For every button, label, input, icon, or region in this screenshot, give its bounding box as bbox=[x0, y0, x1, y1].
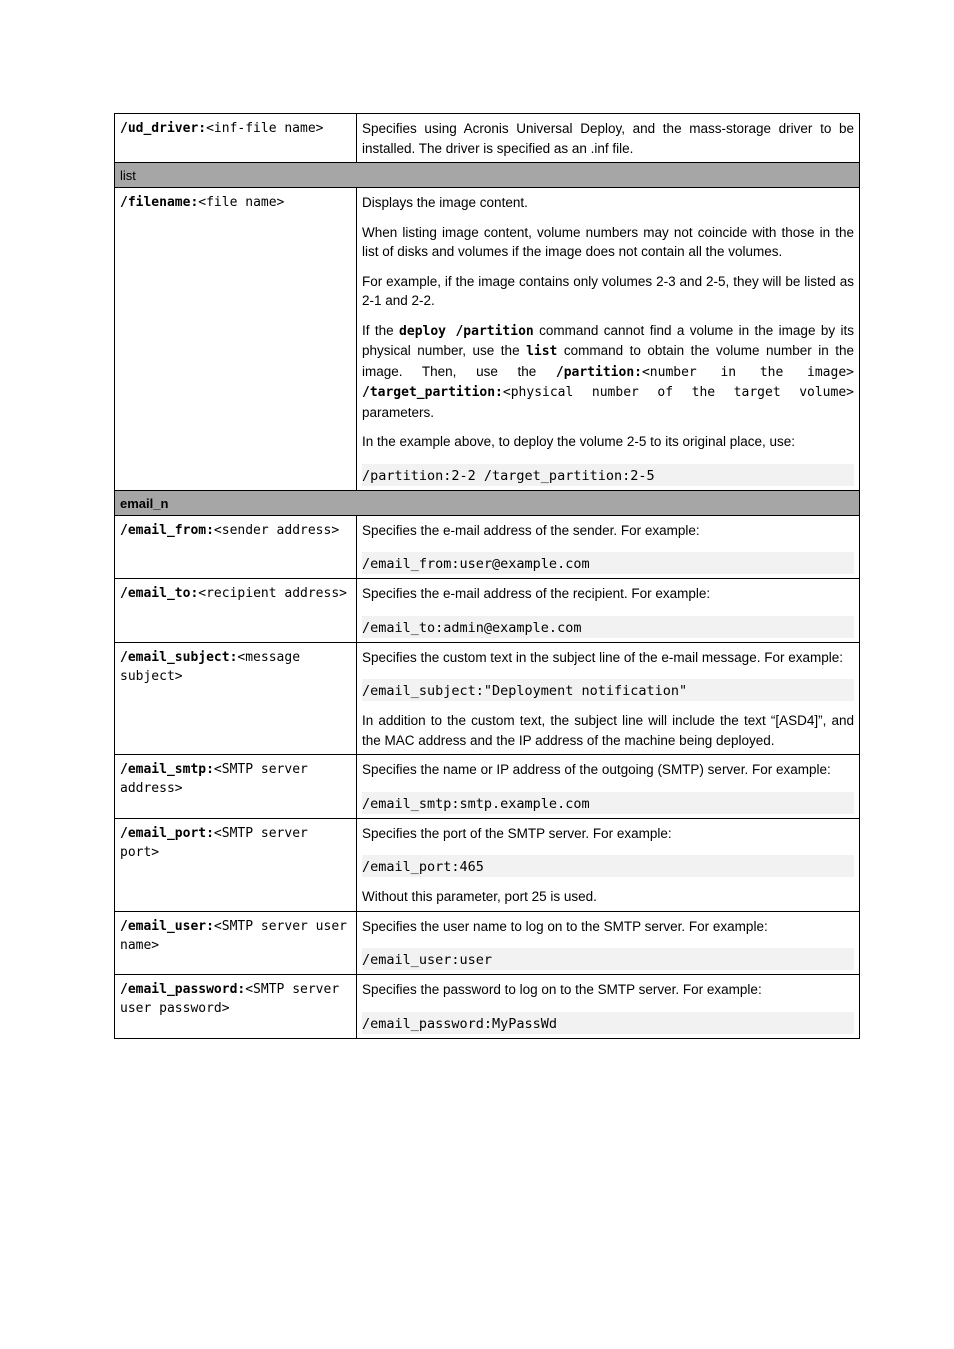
inline-command: /partition: bbox=[555, 364, 642, 380]
parameters-table bbox=[114, 113, 860, 1039]
text-run: If the bbox=[362, 322, 400, 338]
parameter-name: /email_user: bbox=[120, 918, 214, 934]
parameter-cell bbox=[115, 642, 357, 755]
inline-command: list bbox=[526, 344, 558, 359]
inline-command: /target_partition: bbox=[362, 385, 503, 400]
parameter-name: /email_to: bbox=[120, 586, 199, 601]
parameter-arg: <file name> bbox=[198, 195, 285, 210]
inline-arg: <physical number of the target volume> bbox=[502, 385, 854, 400]
description-text: For example, if the image contains only volumes 2-3 and 2-5, they will be listed as 2-1 and 2-2. bbox=[362, 273, 854, 308]
parameter-cell bbox=[115, 114, 357, 163]
description-cell bbox=[357, 975, 860, 1039]
text-run: parameters. bbox=[362, 404, 435, 420]
description-cell bbox=[357, 515, 860, 579]
table-row bbox=[115, 818, 860, 911]
description-text: In addition to the custom text, the subject line will include the text “[ASD4]”, and the MAC address and the IP address of the machine being deployed. bbox=[362, 713, 854, 748]
code-example: /email_password:MyPassWd bbox=[362, 1012, 854, 1034]
description-text: When listing image content, volume numbers may not coincide with those in the list of disks and volumes if the image does not contain all the volumes. bbox=[362, 224, 854, 259]
table-row bbox=[115, 114, 860, 163]
section-header-row bbox=[115, 163, 860, 188]
parameter-arg: <recipient address> bbox=[198, 586, 347, 601]
parameter-name: /ud_driver: bbox=[120, 121, 207, 136]
parameter-cell bbox=[115, 818, 357, 911]
description-text: Specifies the password to log on to the SMTP server. For example: bbox=[362, 982, 762, 997]
inline-arg: <number in the image> bbox=[641, 364, 854, 380]
code-example: /email_to:admin@example.com bbox=[362, 616, 854, 638]
inline-command: deploy /partition bbox=[399, 323, 534, 339]
table-row bbox=[115, 911, 860, 975]
description-text: Specifies the name or IP address of the outgoing (SMTP) server. For example: bbox=[362, 762, 831, 777]
text-run: command to obtain the volume number in the image. Then, use the bbox=[362, 343, 855, 379]
description-text bbox=[362, 321, 854, 423]
section-header-row bbox=[115, 490, 860, 515]
code-example: /email_from:user@example.com bbox=[362, 552, 854, 574]
description-cell bbox=[357, 818, 860, 911]
parameter-cell bbox=[115, 579, 357, 643]
description-text: Specifies the user name to log on to the SMTP server. For example: bbox=[362, 918, 768, 934]
table-row bbox=[115, 642, 860, 755]
parameter-cell bbox=[115, 755, 357, 819]
table-row bbox=[115, 188, 860, 491]
description-text: Specifies the e-mail address of the sender. For example: bbox=[362, 522, 700, 538]
parameter-arg: <inf-file name> bbox=[206, 121, 324, 136]
code-example: /email_user:user bbox=[362, 948, 854, 970]
parameter-cell bbox=[115, 515, 357, 579]
section-title: list bbox=[115, 163, 860, 188]
code-example: /email_subject:"Deployment notification" bbox=[362, 679, 854, 701]
parameter-arg: <SMTP server user name> bbox=[120, 918, 355, 953]
code-example: /partition:2-2 /target_partition:2-5 bbox=[362, 464, 854, 486]
parameter-cell bbox=[115, 911, 357, 975]
parameter-cell bbox=[115, 975, 357, 1039]
section-title: email_n bbox=[115, 490, 860, 515]
table-row bbox=[115, 755, 860, 819]
parameter-arg: <message subject> bbox=[120, 649, 308, 684]
parameter-arg: <SMTP server port> bbox=[120, 825, 316, 860]
description-text: Specifies the e-mail address of the recipient. For example: bbox=[362, 586, 711, 601]
parameter-arg: <SMTP server user password> bbox=[120, 982, 347, 1016]
description-cell bbox=[357, 642, 860, 755]
table-row bbox=[115, 975, 860, 1039]
description-cell bbox=[357, 579, 860, 643]
code-example: /email_port:465 bbox=[362, 855, 854, 877]
description-text: Specifies the custom text in the subject line of the e-mail message. For example: bbox=[362, 649, 843, 665]
description-text: Specifies using Acronis Universal Deploy, and the mass-storage driver to be installed. The driver is specified as an .inf file. bbox=[362, 121, 854, 156]
description-text: Without this parameter, port 25 is used. bbox=[362, 889, 597, 904]
parameter-name: /email_smtp: bbox=[120, 762, 214, 777]
parameter-name: /email_password: bbox=[120, 982, 246, 997]
description-cell bbox=[357, 911, 860, 975]
description-text: In the example above, to deploy the volume 2-5 to its original place, use: bbox=[362, 434, 796, 449]
description-text: Displays the image content. bbox=[362, 195, 528, 210]
parameter-arg: <SMTP server address> bbox=[120, 762, 316, 796]
parameter-arg: <sender address> bbox=[213, 522, 340, 538]
parameter-name: /email_subject: bbox=[120, 649, 238, 665]
description-text: Specifies the port of the SMTP server. For example: bbox=[362, 825, 672, 841]
parameter-cell bbox=[115, 188, 357, 491]
parameter-name: /filename: bbox=[120, 195, 199, 210]
code-example: /email_smtp:smtp.example.com bbox=[362, 792, 854, 814]
table-row bbox=[115, 515, 860, 579]
description-cell bbox=[357, 188, 860, 491]
parameter-name: /email_port: bbox=[120, 825, 214, 841]
text-run: command cannot find a volume in the image by its physical number, use the bbox=[362, 322, 854, 358]
description-cell bbox=[357, 114, 860, 163]
parameter-name: /email_from: bbox=[120, 522, 214, 538]
description-cell bbox=[357, 755, 860, 819]
table-row bbox=[115, 579, 860, 643]
